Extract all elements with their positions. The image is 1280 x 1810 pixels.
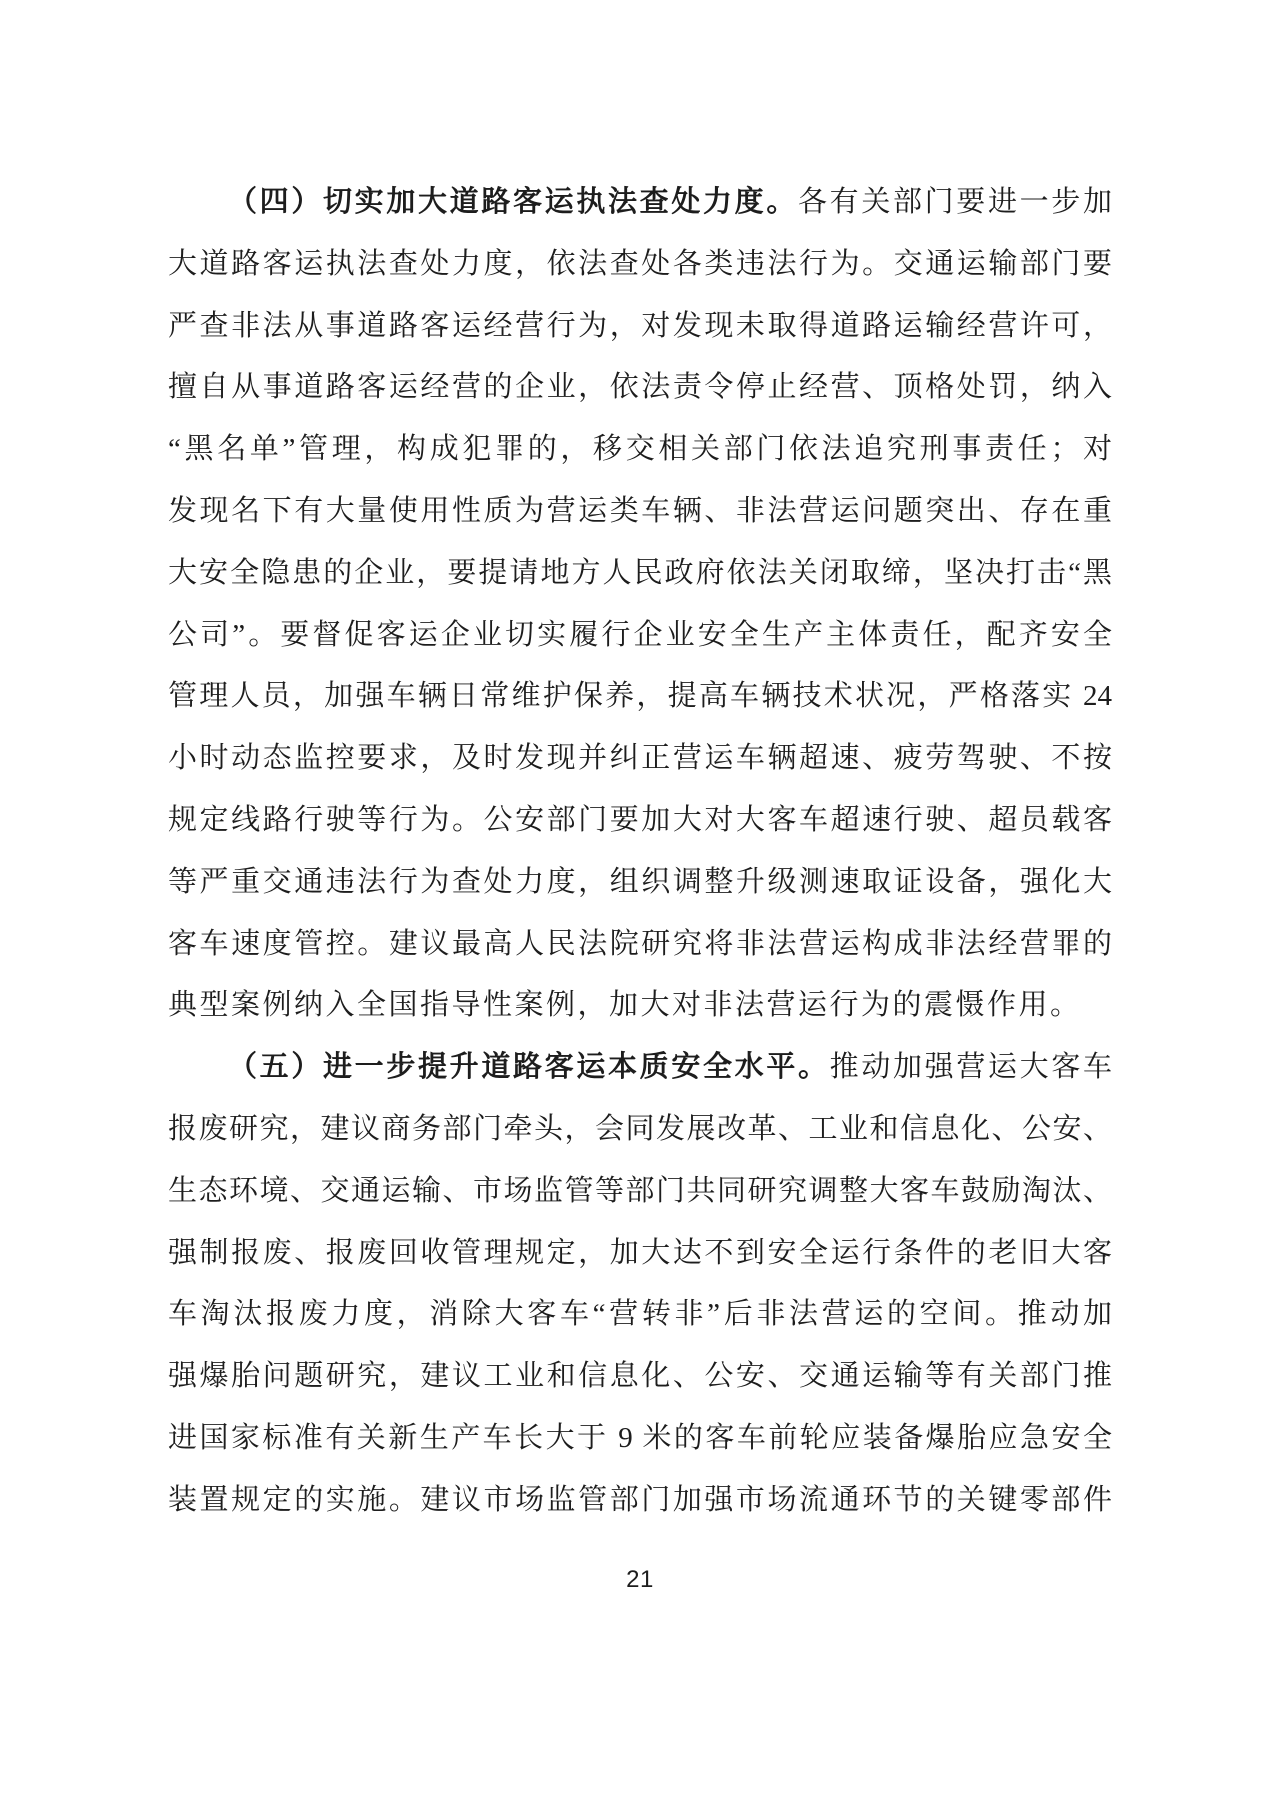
para5-heading: （五）进一步提升道路客运本质安全水平。 [228, 1051, 830, 1084]
para4-line-14: 典型案例纳入全国指导性案例，加大对非法营运行为的震慑作用。 [168, 989, 1082, 1022]
para5-line-8: 装置规定的实施。建议市场监管部门加强市场流通环节的关键零部件 [168, 1483, 1112, 1516]
para4-line-1 [168, 172, 1112, 234]
document-body [168, 172, 1112, 1532]
para5-line-1 [168, 1037, 1112, 1099]
para4-line-7: 大安全隐患的企业，要提请地方人民政府依法关闭取缔，坚决打击“黑 [168, 556, 1112, 589]
page-number: 21 [626, 1566, 654, 1593]
para4-line-13: 客车速度管控。建议最高人民法院研究将非法营运构成非法经营罪的 [168, 927, 1112, 960]
para4-line-4: 擅自从事道路客运经营的企业，依法责令停止经营、顶格处罚，纳入 [168, 371, 1112, 404]
para4-line-5: “黑名单”管理，构成犯罪的，移交相关部门依法追究刑事责任；对 [168, 433, 1112, 466]
para4-line-8: 公司”。要督促客运企业切实履行企业安全生产主体责任，配齐安全 [168, 618, 1112, 651]
para5-line-3: 生态环境、交通运输、市场监管等部门共同研究调整大客车鼓励淘汰、 [168, 1174, 1112, 1207]
para5-line-6: 强爆胎问题研究，建议工业和信息化、公安、交通运输等有关部门推 [168, 1360, 1112, 1393]
para4-line-3: 严查非法从事道路客运经营行为，对发现未取得道路运输经营许可， [168, 309, 1112, 342]
para5-line-5: 车淘汰报废力度，消除大客车“营转非”后非法营运的空间。推动加 [168, 1298, 1112, 1331]
para5-line-7: 进国家标准有关新生产车长大于 9 米的客车前轮应装备爆胎应急安全 [168, 1421, 1112, 1454]
para5-line-4: 强制报废、报废回收管理规定，加大达不到安全运行条件的老旧大客 [168, 1236, 1112, 1269]
para4-line-10: 小时动态监控要求，及时发现并纠正营运车辆超速、疲劳驾驶、不按 [168, 742, 1112, 775]
para4-line-6: 发现名下有大量使用性质为营运类车辆、非法营运问题突出、存在重 [168, 494, 1112, 527]
para4-line-9: 管理人员，加强车辆日常维护保养，提高车辆技术状况，严格落实 24 [168, 680, 1112, 713]
para4-line-11: 规定线路行驶等行为。公安部门要加大对大客车超速行驶、超员载客 [168, 803, 1112, 836]
para5-line-2: 报废研究，建议商务部门牵头，会同发展改革、工业和信息化、公安、 [168, 1112, 1112, 1145]
para4-heading: （四）切实加大道路客运执法查处力度。 [228, 186, 798, 218]
para5-line-1-text: 推动加强营运大客车 [829, 1051, 1112, 1084]
para4-line-12: 等严重交通违法行为查处力度，组织调整升级测速取证设备，强化大 [168, 865, 1112, 898]
para4-line-2: 大道路客运执法查处力度，依法查处各类违法行为。交通运输部门要 [168, 247, 1112, 280]
para4-line-1-text: 各有关部门要进一步加 [797, 186, 1112, 218]
